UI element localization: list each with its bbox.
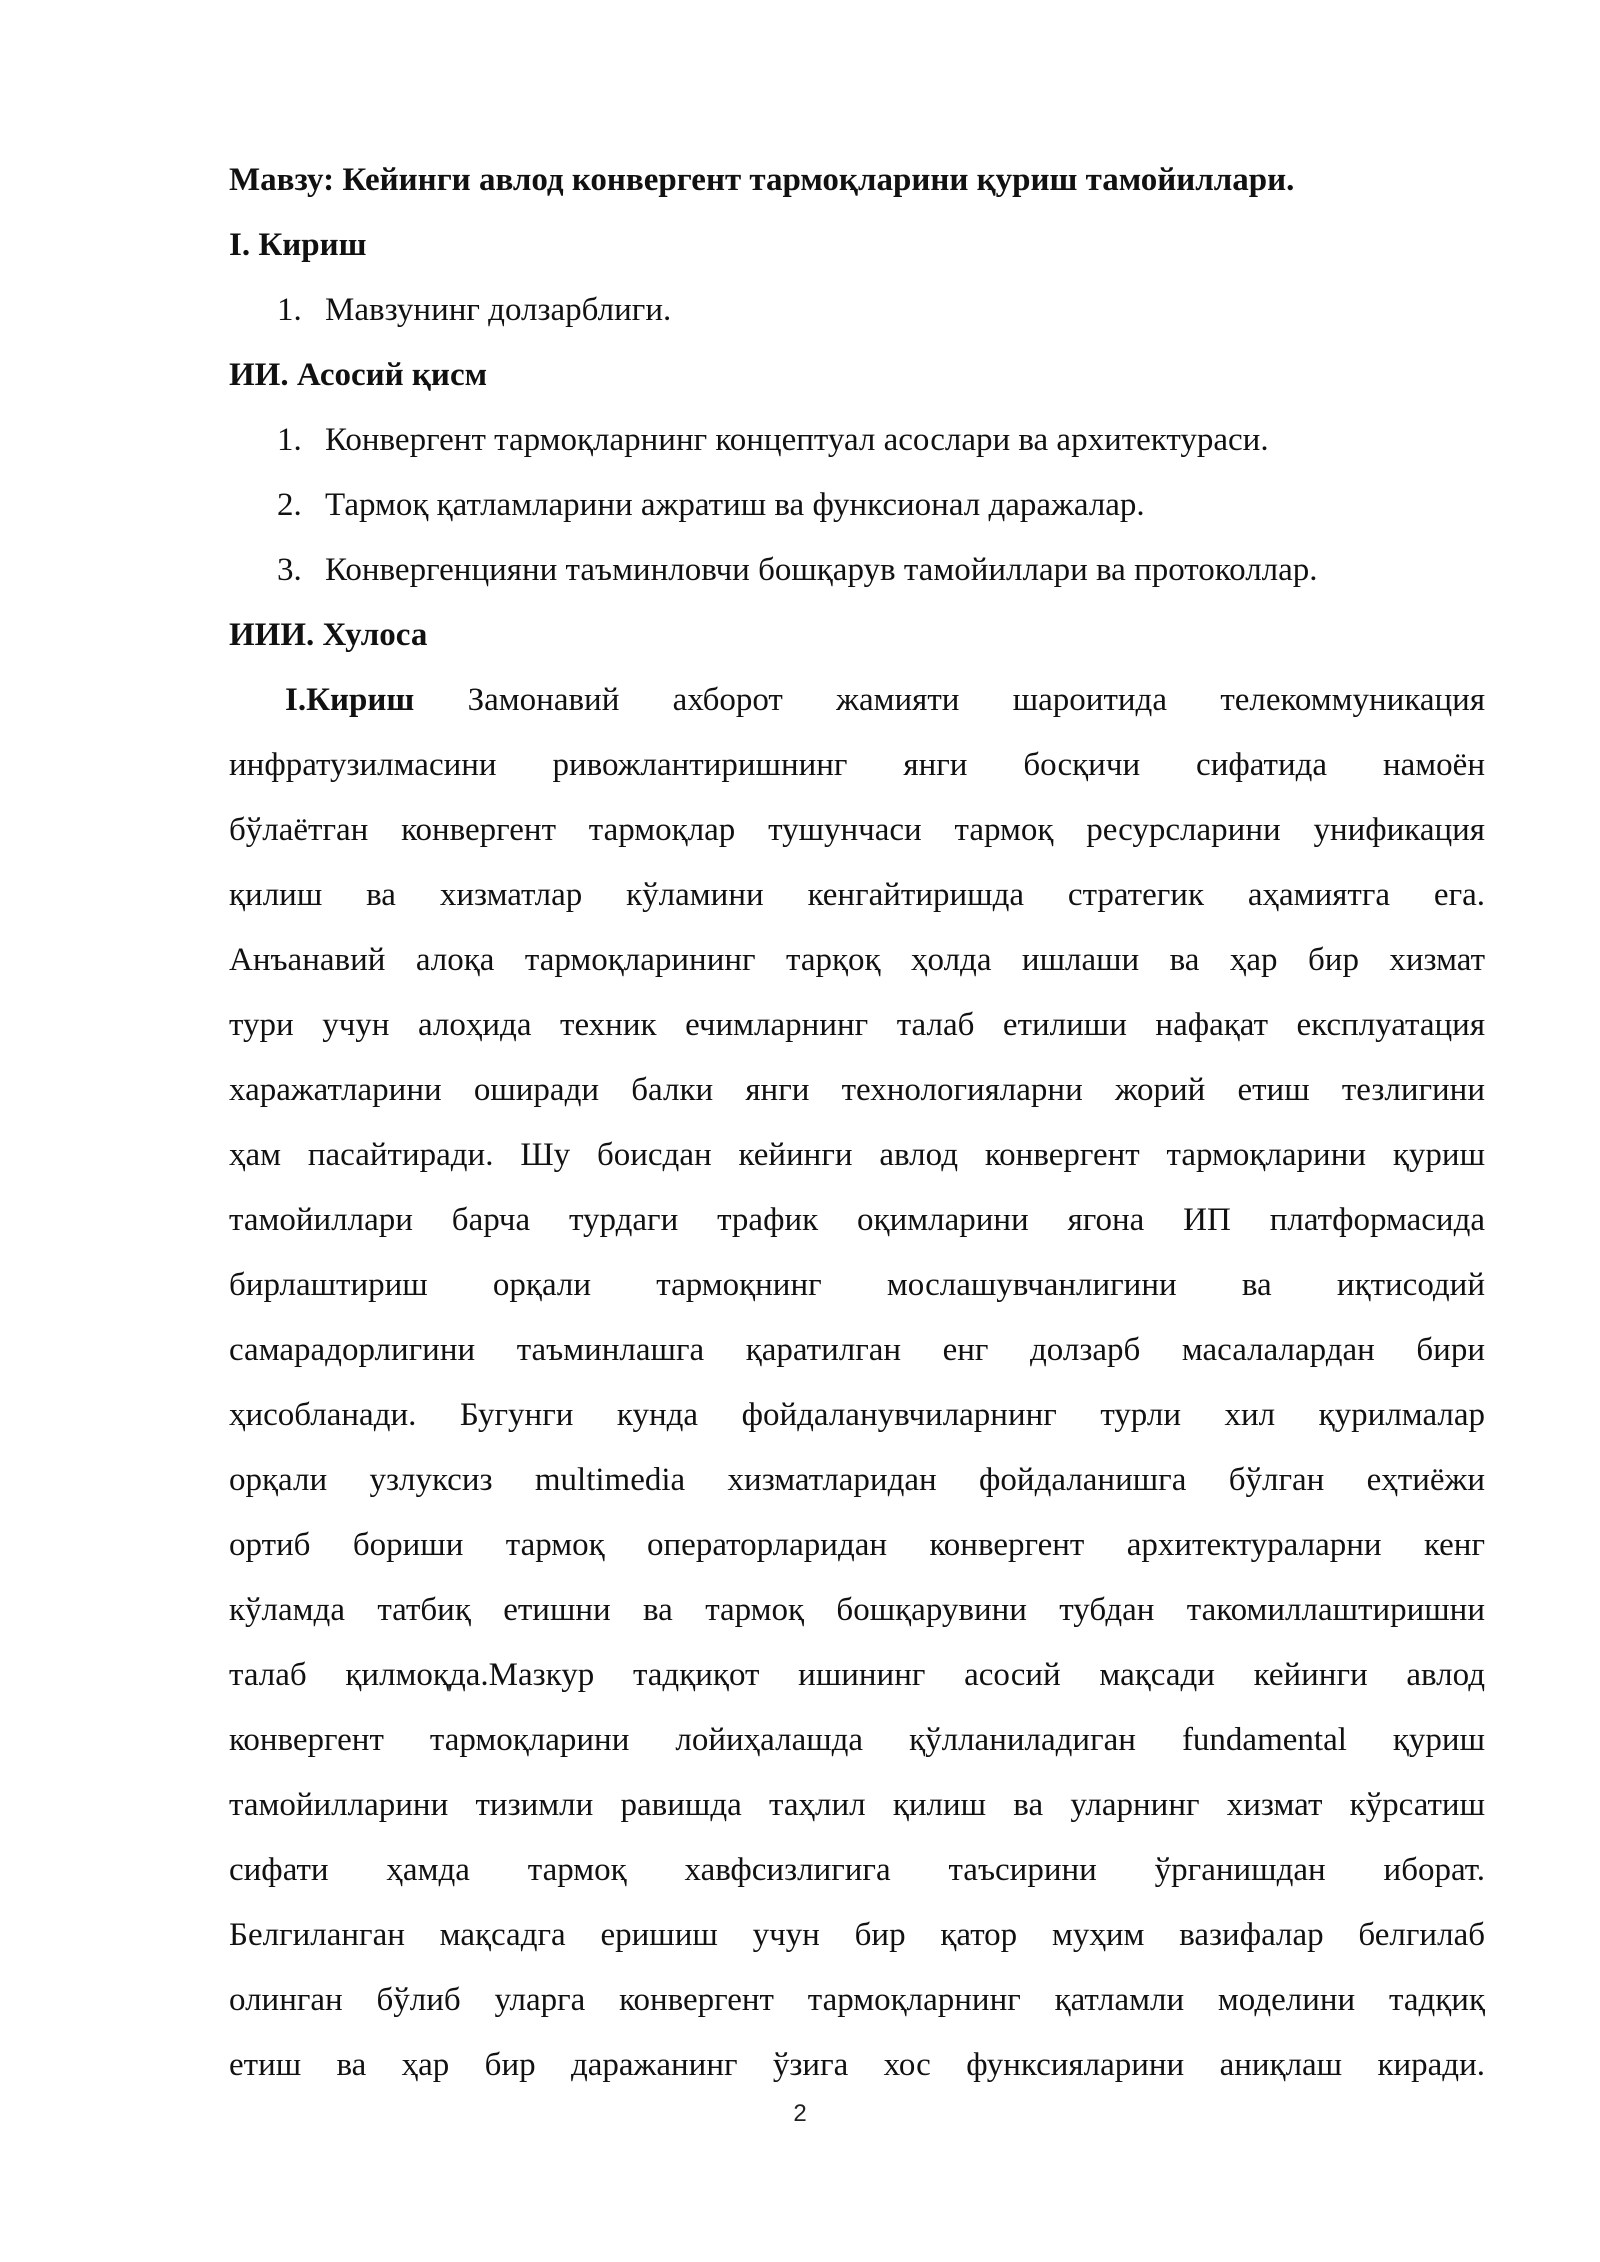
paragraph-line: ортиб бориши тармоқ операторларидан конвергент архитектураларни кенг	[229, 1527, 1485, 1563]
document-title: Мавзу: Кейинги авлод конвергент тармоқларини қуриш тамойиллари.	[229, 162, 1295, 198]
paragraph-line: бирлаштириш орқали тармоқнинг мослашувчанлигини ва иқтисодий	[229, 1267, 1485, 1303]
list-item-text: Конвергент тармоқларнинг концептуал асослари ва архитектураси.	[325, 422, 1269, 458]
paragraph-line: харажатларини оширади балки янги технологияларни жорий етиш тезлигини	[229, 1072, 1485, 1108]
list-item	[229, 473, 1485, 538]
paragraph-line: Анъанавий алоқа тармоқларининг тарқоқ ҳолда ишлаши ва ҳар бир хизмат	[229, 942, 1485, 978]
list-item-text: Мавзунинг долзарблиги.	[325, 292, 672, 328]
paragraph-line: орқали узлуксиз multimedia хизматларидан фойдаланишга бўлган еҳтиёжи	[229, 1462, 1485, 1498]
intro-lead: I.Кириш	[285, 682, 415, 718]
section-heading-main: ИИ. Асосий қисм	[229, 357, 488, 393]
section-heading-conclusion: ИИИ. Хулоса	[229, 617, 428, 653]
list-item	[229, 278, 1485, 343]
paragraph-line: қилиш ва хизматлар кўламини кенгайтиришда стратегик аҳамиятга ега.	[229, 877, 1485, 913]
paragraph-line: инфратузилмасини ривожлантиришнинг янги босқичи сифатида намоён	[229, 747, 1485, 783]
list-item-number: 2.	[277, 487, 302, 523]
list-item-number: 1.	[277, 292, 302, 328]
document-page	[229, 148, 1485, 2098]
intro-paragraph	[229, 668, 1485, 2098]
paragraph-line: самарадорлигини таъминлашга қаратилган енг долзарб масалалардан бири	[229, 1332, 1485, 1368]
paragraph-line: етиш ва ҳар бир даражанинг ўзига хос функсияларини аниқлаш киради.	[229, 2047, 1485, 2083]
list-item-text: Тармоқ қатламларини ажратиш ва функсионал даражалар.	[325, 487, 1145, 523]
paragraph-line: талаб қилмоқда.Мазкур тадқиқот ишининг асосий мақсади кейинги авлод	[229, 1657, 1485, 1693]
page-number: 2	[793, 2100, 807, 2127]
paragraph-line: тамойиллари барча турдаги трафик оқимларини ягона ИП платформасида	[229, 1202, 1485, 1238]
paragraph-line: конвергент тармоқларини лойиҳалашда қўлланиладиган fundamental қуриш	[229, 1722, 1485, 1758]
paragraph-line: тури учун алоҳида техник ечимларнинг талаб етилиши нафақат експлуатация	[229, 1007, 1485, 1043]
list-item-number: 3.	[277, 552, 302, 588]
section-heading-introduction: I. Кириш	[229, 227, 367, 263]
list-item	[229, 408, 1485, 473]
list-item-number: 1.	[277, 422, 302, 458]
paragraph-line: тамойилларини тизимли равишда таҳлил қилиш ва уларнинг хизмат кўрсатиш	[229, 1787, 1485, 1823]
paragraph-line: олинган бўлиб уларга конвергент тармоқларнинг қатламли моделини тадқиқ	[229, 1982, 1485, 2018]
paragraph-line: кўламда татбиқ етишни ва тармоқ бошқарувини тубдан такомиллаштиришни	[229, 1592, 1485, 1628]
paragraph-line: I.Кириш Замонавий ахборот жамияти шароитида телекоммуникация	[285, 682, 1485, 718]
paragraph-line: ҳам пасайтиради. Шу боисдан кейинги авлод конвергент тармоқларини қуриш	[229, 1137, 1485, 1173]
paragraph-line: сифати ҳамда тармоқ хавфсизлигига таъсирини ўрганишдан иборат.	[229, 1852, 1485, 1888]
list-item	[229, 538, 1485, 603]
list-item-text: Конвергенцияни таъминловчи бошқарув тамойиллари ва протоколлар.	[325, 552, 1318, 588]
paragraph-line: ҳисобланади. Бугунги кунда фойдаланувчиларнинг турли хил қурилмалар	[229, 1397, 1485, 1433]
paragraph-line: бўлаётган конвергент тармоқлар тушунчаси тармоқ ресурсларини унификация	[229, 812, 1485, 848]
paragraph-line: Белгиланган мақсадга еришиш учун бир қатор муҳим вазифалар белгилаб	[229, 1917, 1485, 1953]
